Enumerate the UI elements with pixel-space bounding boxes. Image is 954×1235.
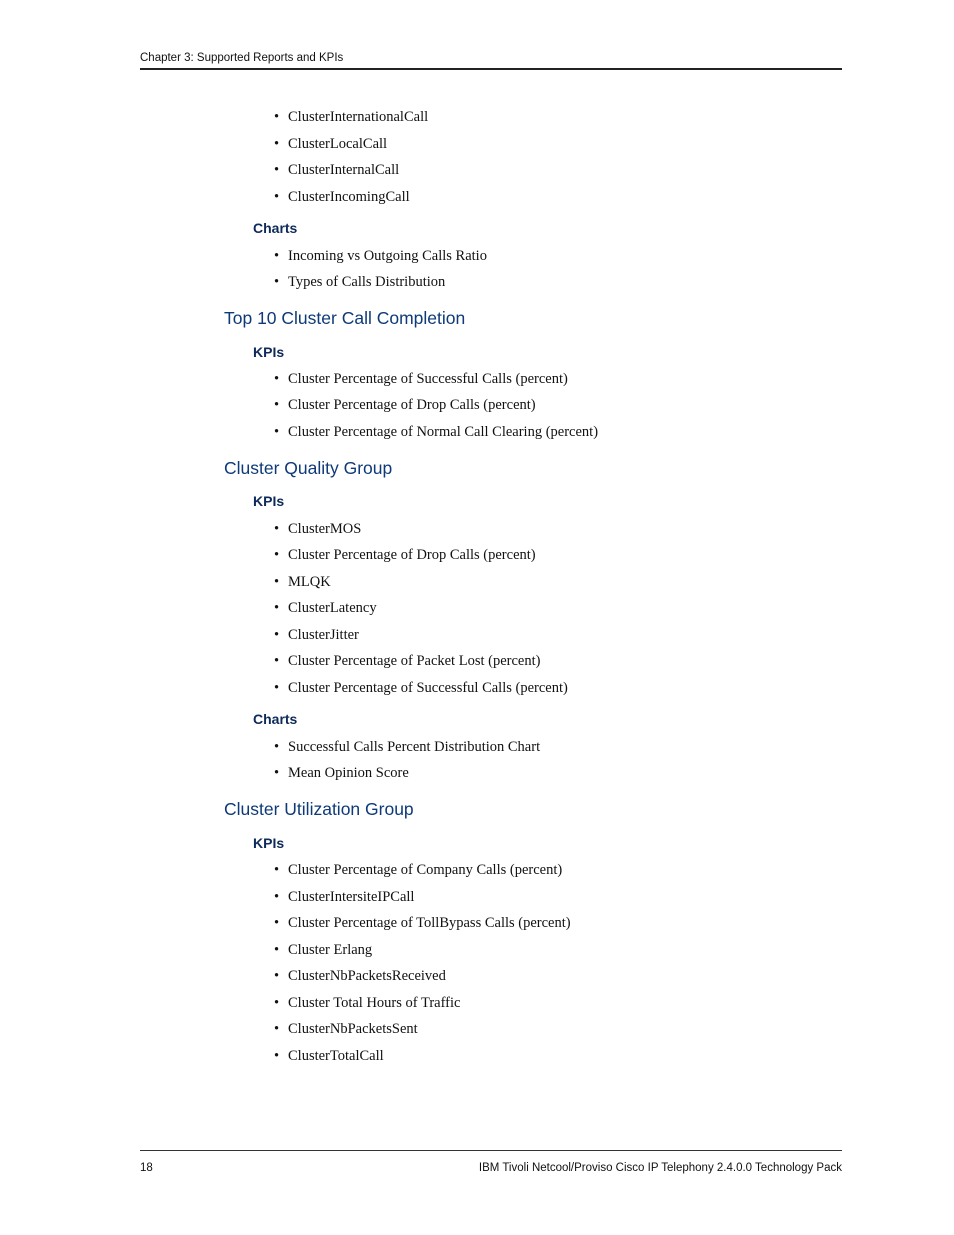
list-item: • Cluster Percentage of Packet Lost (percent) [288, 652, 540, 670]
list-item: • Mean Opinion Score [288, 764, 409, 782]
list-item: • ClusterIntersiteIPCall [288, 888, 414, 906]
section-title-utilization-group: Cluster Utilization Group [224, 799, 414, 819]
kpis-heading: KPIs [253, 344, 285, 360]
kpis-heading: KPIs [253, 835, 285, 851]
list-item: • Incoming vs Outgoing Calls Ratio [288, 247, 487, 265]
list-item: • ClusterInternalCall [288, 161, 399, 179]
list-item: • ClusterLocalCall [288, 135, 387, 153]
running-header: Chapter 3: Supported Reports and KPIs [140, 52, 344, 64]
list-item: • ClusterNbPacketsSent [288, 1020, 418, 1038]
list-item: • Cluster Percentage of TollBypass Calls (percent) [288, 914, 571, 932]
list-item: • ClusterLatency [288, 599, 377, 617]
section-title-top10-call-completion: Top 10 Cluster Call Completion [224, 308, 466, 328]
page-number: 18 [140, 1162, 153, 1174]
list-item: • Cluster Percentage of Company Calls (percent) [288, 861, 562, 879]
footer-rule [140, 1150, 842, 1151]
list-item: • Cluster Percentage of Successful Calls (percent) [288, 370, 568, 388]
charts-heading: Charts [253, 711, 298, 727]
list-item: • Cluster Percentage of Drop Calls (percent) [288, 546, 536, 564]
list-item: • MLQK [288, 573, 331, 591]
list-item: • ClusterTotalCall [288, 1047, 384, 1065]
document-title: IBM Tivoli Netcool/Proviso Cisco IP Telephony 2.4.0.0 Technology Pack [478, 1162, 842, 1174]
list-item: • ClusterIncomingCall [288, 188, 410, 206]
section-title-quality-group: Cluster Quality Group [224, 458, 393, 478]
charts-heading: Charts [253, 220, 298, 236]
list-item: • Cluster Total Hours of Traffic [288, 994, 460, 1012]
list-item: • Cluster Percentage of Drop Calls (percent) [288, 396, 536, 414]
list-item: • Types of Calls Distribution [288, 273, 445, 291]
list-item: • Successful Calls Percent Distribution Chart [288, 738, 540, 756]
list-item: • Cluster Percentage of Normal Call Clearing (percent) [288, 423, 598, 441]
list-item: • Cluster Erlang [288, 941, 372, 959]
kpis-heading: KPIs [253, 493, 285, 509]
list-item: • Cluster Percentage of Successful Calls (percent) [288, 679, 568, 697]
list-item: • ClusterJitter [288, 626, 359, 644]
list-item: • ClusterInternationalCall [288, 108, 428, 126]
list-item: • ClusterMOS [288, 520, 361, 538]
list-item: • ClusterNbPacketsReceived [288, 967, 446, 985]
header-rule [140, 68, 842, 70]
